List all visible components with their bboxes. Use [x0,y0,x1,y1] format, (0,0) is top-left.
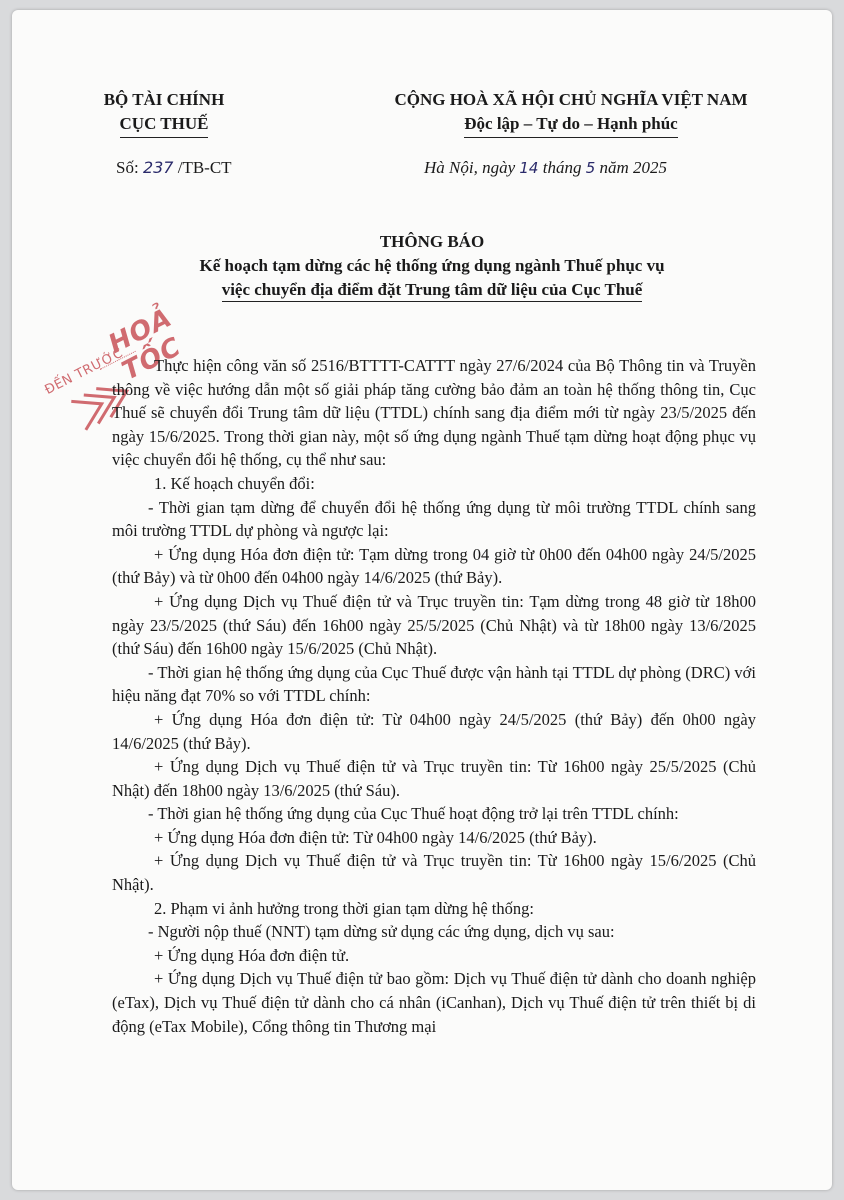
ministry-name: BỘ TÀI CHÍNH [103,90,225,109]
date-year: năm 2025 [599,158,668,177]
paragraph: + Ứng dụng Dịch vụ Thuế điện tử bao gồm: Dịch vụ Thuế điện tử dành cho doanh nghiệp (eTax), Dịch vụ Thuế điện tử dành cho cá nhân (iCanhan), Dịch vụ Thuế điện tử trên thiết bị di động (eTax Mobile), Cổng thông tin Thương mại [112,969,756,1036]
document-page [12,10,832,1190]
paragraph: + Ứng dụng Hóa đơn điện tử: Từ 04h00 ngày 24/5/2025 (thứ Bảy) đến 0h00 ngày 14/6/2025 (thứ Bảy). [112,709,756,753]
date-month: 5 [585,159,596,177]
number-prefix: Số: [116,158,139,177]
stamp-prefix: ĐẾN TRƯỚC [42,345,126,398]
motto: Độc lập – Tự do – Hạnh phúc [464,112,677,138]
document-date [424,158,667,178]
document-subtitle-line-1: Kế hoạch tạm dừng các hệ thống ứng dụng ngành Thuế phục vụ [199,256,665,275]
issuer-block [76,88,252,138]
number-suffix: /TB-CT [177,158,232,177]
paragraph: + Ứng dụng Hóa đơn điện tử: Từ 04h00 ngày 14/6/2025 (thứ Bảy). [154,827,597,847]
date-day: 14 [519,159,539,177]
paragraph: + Ứng dụng Dịch vụ Thuế điện tử và Trục truyền tin: Từ 16h00 ngày 15/6/2025 (Chủ Nhật). [112,851,756,895]
paragraph: + Ứng dụng Hóa đơn điện tử: Tạm dừng trong 04 giờ từ 0h00 đến 04h00 ngày 24/5/2025 (thứ Bảy) và từ 0h00 đến 04h00 ngày 14/6/2025 (thứ Bảy). [112,544,756,588]
document-subtitle-line-2 [72,280,792,302]
handwritten-number: 237 [142,158,174,177]
document-number [116,158,232,178]
stamp-text: HOẢ TỐC [103,302,187,387]
agency-name: CỤC THUẾ [120,112,209,138]
paragraph: - Thời gian hệ thống ứng dụng của Cục Thuế hoạt động trở lại trên TTDL chính: [148,804,679,824]
paragraph: + Ứng dụng Dịch vụ Thuế điện tử và Trục truyền tin: Tạm dừng trong 48 giờ từ 18h00 ngày 23/5/2025 (thứ Sáu) đến 16h00 ngày 25/5/2025 (Chủ Nhật) và từ 18h00 ngày 13/6/2025 (thứ Sáu) đến 16h00 ngày 15/6/2025 (Chủ Nhật). [112,591,756,659]
date-month-label: tháng [542,158,582,177]
section-1-heading: 1. Kế hoạch chuyển đổi: [154,473,315,493]
date-place: Hà Nội, ngày [424,158,516,177]
subtitle-underlined: việc chuyển địa điểm đặt Trung tâm dữ liệu của Cục Thuế [222,280,643,302]
nation-name: CỘNG HOÀ XÃ HỘI CHỦ NGHĨA VIỆT NAM [394,90,748,109]
document-title: THÔNG BÁO [379,232,485,251]
paragraph: + Ứng dụng Hóa đơn điện tử. [154,945,350,965]
section-2-heading: 2. Phạm vi ảnh hưởng trong thời gian tạm dừng hệ thống: [154,898,534,918]
paragraph: - Thời gian hệ thống ứng dụng của Cục Thuế được vận hành tại TTDL dự phòng (DRC) với hiệu năng đạt 70% so với TTDL chính: [112,662,756,706]
national-header [350,88,792,138]
paragraph: + Ứng dụng Dịch vụ Thuế điện tử và Trục truyền tin: Từ 16h00 ngày 25/5/2025 (Chủ Nhật) đến 18h00 ngày 13/6/2025 (thứ Sáu). [112,757,756,800]
paragraph: - Thời gian tạm dừng để chuyển đổi hệ thống ứng dụng từ môi trường TTDL chính sang môi trường TTDL dự phòng và ngược lại: [112,497,756,541]
document-body [112,354,756,1038]
paragraph: - Người nộp thuế (NNT) tạm dừng sử dụng các ứng dụng, dịch vụ sau: [148,922,615,942]
paragraph-intro: Thực hiện công văn số 2516/BTTTT-CATTT ngày 27/6/2024 của Bộ Thông tin và Truyền thông về việc hướng dẫn một số giải pháp tăng cường bảo đảm an toàn hệ thống thông tin, Cục Thuế sẽ chuyển đổi Trung tâm dữ liệu (TTDL) chính sang địa điểm mới từ ngày 23/5/2025 đến ngày 15/6/2025. Trong thời gian này, một số ứng dụng ngành Thuế tạm dừng hoạt động phục vụ việc chuyển đổi hệ thống, cụ thể như sau: [112,356,756,470]
